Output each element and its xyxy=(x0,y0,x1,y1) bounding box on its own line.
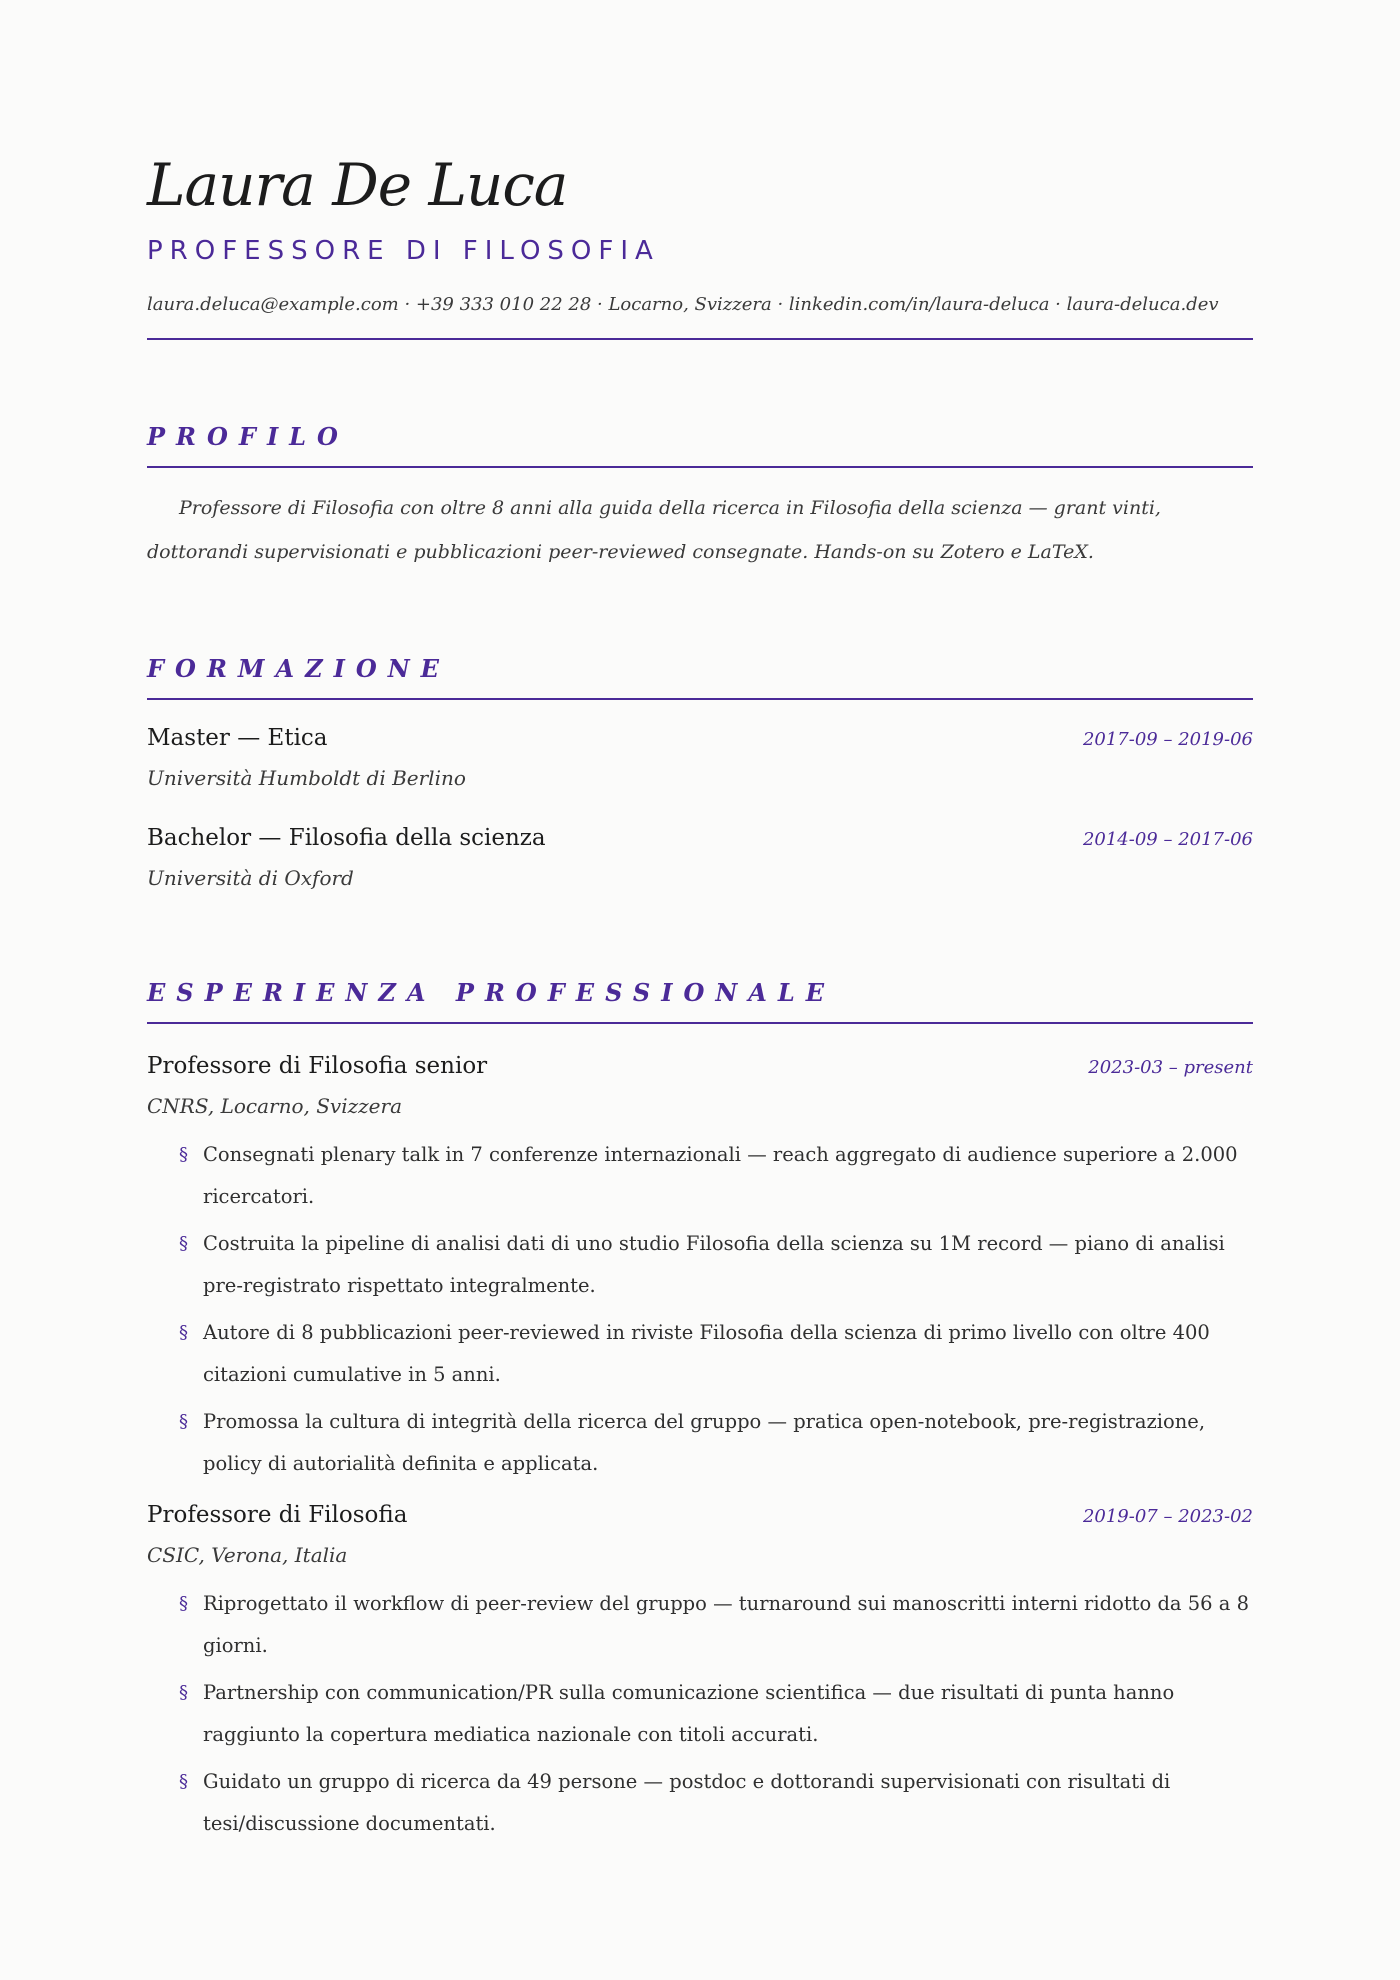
section-sign-icon: § xyxy=(179,1322,188,1343)
section-sign-icon: § xyxy=(179,1233,188,1254)
job-dates: 2019-07 – 2023-02 xyxy=(1082,1506,1253,1527)
job-organization: CSIC, Verona, Italia xyxy=(147,1543,348,1567)
education-section xyxy=(147,652,1253,898)
contact-line: laura.deluca@example.com · +39 333 010 22 28 · Locarno, Svizzera · linkedin.com/in/laura-deluca · laura-deluca.dev xyxy=(147,294,1219,315)
entry-header xyxy=(147,1048,1253,1086)
achievement-text: Guidato un gruppo di ricerca da 49 persone — postdoc e dottorandi supervisionati con risultati di tesi/discussione documentati. xyxy=(203,1770,1171,1835)
profile-section xyxy=(147,420,1253,574)
experience-entry xyxy=(147,1048,1253,1485)
resume-header xyxy=(147,0,1253,340)
education-entry xyxy=(147,720,1253,798)
achievement-item xyxy=(147,1401,1253,1485)
achievement-text: Promossa la cultura di integrità della ricerca del gruppo — pratica open-notebook, pre-registrazione, policy di autorialità definita e applicata. xyxy=(203,1410,1206,1475)
achievement-text: Autore di 8 pubblicazioni peer-reviewed in riviste Filosofia della scienza di primo livello con oltre 400 citazioni cumulative in 5 anni. xyxy=(203,1321,1210,1386)
section-sign-icon: § xyxy=(179,1593,188,1614)
school-name: Università di Oxford xyxy=(147,866,354,890)
section-sign-icon: § xyxy=(179,1682,188,1703)
job-organization: CNRS, Locarno, Svizzera xyxy=(147,1094,402,1118)
section-heading-profile: PROFILO xyxy=(147,422,349,451)
degree-title: Master — Etica xyxy=(147,725,328,751)
achievement-item xyxy=(147,1312,1253,1396)
header-divider xyxy=(147,338,1253,340)
education-entry xyxy=(147,820,1253,898)
achievement-item xyxy=(147,1134,1253,1218)
job-role: Professore di Filosofia senior xyxy=(147,1053,488,1079)
section-divider xyxy=(147,466,1253,468)
candidate-name: Laura De Luca xyxy=(147,151,568,219)
job-dates: 2023-03 – present xyxy=(1088,1057,1253,1078)
achievement-text: Riprogettato il workflow di peer-review del gruppo — turnaround sui manoscritti interni ridotto da 56 a 8 giorni. xyxy=(203,1592,1249,1657)
profile-text: Professore di Filosofia con oltre 8 anni alla guida della ricerca in Filosofia della scienza — grant vinti, dottorandi supervisionati e pubblicazioni peer-reviewed consegnate. Hands-on su Zotero e LaTeX. xyxy=(147,497,1161,563)
achievement-text: Costruita la pipeline di analisi dati di uno studio Filosofia della scienza su 1M record — piano di analisi pre-registrato rispettato integralmente. xyxy=(203,1232,1225,1297)
section-divider xyxy=(147,1022,1253,1024)
entry-header xyxy=(147,720,1253,758)
education-list xyxy=(147,720,1253,898)
entry-header xyxy=(147,1497,1253,1535)
experience-section xyxy=(147,976,1253,1845)
experience-entry xyxy=(147,1497,1253,1845)
section-sign-icon: § xyxy=(179,1771,188,1792)
achievement-text: Partnership con communication/PR sulla comunicazione scientifica — due risultati di punta hanno raggiunto la copertura mediatica nazionale con titoli accurati. xyxy=(203,1681,1175,1746)
section-sign-icon: § xyxy=(179,1411,188,1432)
section-sign-icon: § xyxy=(179,1144,188,1165)
achievement-item xyxy=(147,1223,1253,1307)
section-heading-education: FORMAZIONE xyxy=(147,654,450,683)
achievement-item xyxy=(147,1672,1253,1756)
section-heading-experience: ESPERIENZA PROFESSIONALE xyxy=(147,978,836,1007)
education-dates: 2017-09 – 2019-06 xyxy=(1082,729,1253,750)
education-dates: 2014-09 – 2017-06 xyxy=(1082,829,1253,850)
degree-title: Bachelor — Filosofia della scienza xyxy=(147,825,546,851)
entry-header xyxy=(147,820,1253,858)
job-role: Professore di Filosofia xyxy=(147,1502,408,1528)
achievement-text: Consegnati plenary talk in 7 conferenze internazionali — reach aggregato di audience superiore a 2.000 ricercatori. xyxy=(203,1143,1238,1208)
achievement-list xyxy=(147,1134,1253,1485)
job-title: PROFESSORE DI FILOSOFIA xyxy=(147,236,660,266)
experience-list xyxy=(147,1048,1253,1845)
achievement-item xyxy=(147,1761,1253,1845)
school-name: Università Humboldt di Berlino xyxy=(147,766,466,790)
section-divider xyxy=(147,698,1253,700)
achievement-list xyxy=(147,1583,1253,1845)
achievement-item xyxy=(147,1583,1253,1667)
